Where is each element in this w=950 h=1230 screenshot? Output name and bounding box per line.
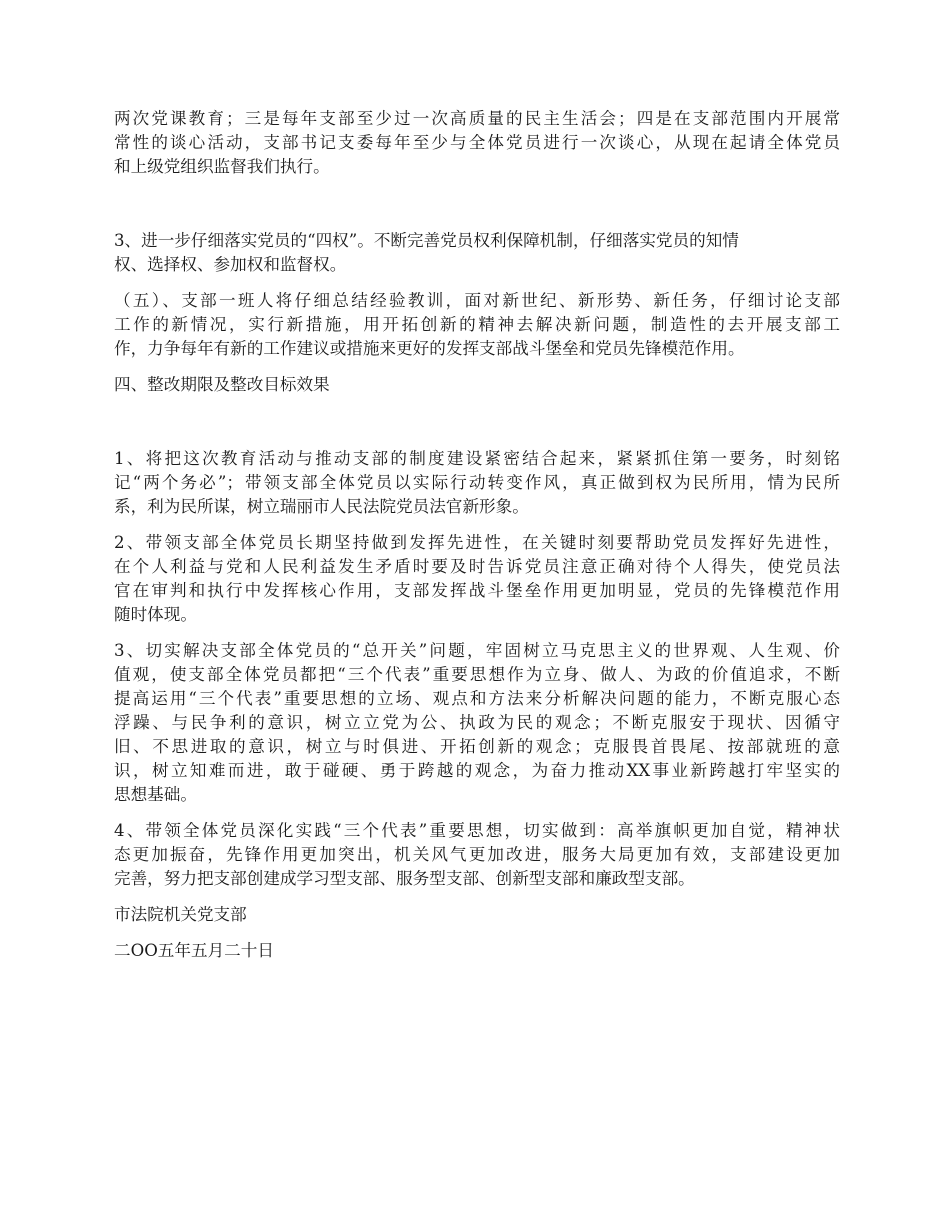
- text-line: 旧、不思进取的意识，树立与时俱进、开拓创新的观念；克服畏首畏尾、按部就班的意: [114, 737, 840, 756]
- text-line: 态更加振奋，先锋作用更加突出，机关风气更加改进，服务大局更加有效，支部建设更加: [114, 845, 840, 864]
- text-line: 两次党课教育；三是每年支部至少过一次高质量的民主生活会；四是在支部范围内开展常: [114, 109, 840, 128]
- paragraph-item-4: [114, 819, 840, 891]
- paragraph-item-2: [114, 531, 840, 627]
- paragraph-party-lessons: [114, 107, 840, 179]
- text-line: 官在审判和执行中发挥核心作用，支部发挥战斗堡垒作用更加明显，党员的先锋模范作用: [114, 581, 840, 600]
- text-line: 记“两个务必”；带领支部全体党员以实际行动转变作风，真正做到权为民所用，情为民所: [114, 473, 840, 492]
- signature-organization: [114, 903, 840, 927]
- text-line: 4、带领全体党员深化实践“三个代表”重要思想，切实做到：高举旗帜更加自觉，精神状: [114, 821, 840, 840]
- text-line: 3、进一步仔细落实党员的“四权”。不断完善党员权利保障机制，仔细落实党员的知情: [114, 231, 739, 250]
- text-line: 1、将把这次教育活动与推动支部的制度建设紧密结合起来，紧紧抓住第一要务，时刻铭: [114, 449, 840, 468]
- document-body: [114, 107, 840, 963]
- text-line: 随时体现。: [114, 605, 197, 624]
- text-line: 思想基础。: [114, 785, 197, 804]
- text-line: 和上级党组织监督我们执行。: [114, 157, 330, 176]
- text-line: 在个人利益与党和人民利益发生矛盾时要及时告诉党员注意正确对待个人得失，使党员法: [114, 557, 840, 576]
- spacer: [114, 519, 840, 531]
- text-line: 工作的新情况，实行新措施，用开拓创新的精神去解决新问题，制造性的去开展支部工: [114, 315, 840, 334]
- signature-date: [114, 939, 840, 963]
- text-line: 提高运用“三个代表”重要思想的立场、观点和方法来分析解决问题的能力，不断克服心态: [114, 689, 840, 708]
- text-line: 3、切实解决支部全体党员的“总开关”问题，牢固树立马克思主义的世界观、人生观、价: [114, 641, 840, 660]
- spacer: [114, 397, 840, 447]
- text-line: 系，利为民所谋，树立瑞丽市人民法院党员法官新形象。: [114, 497, 529, 516]
- text-line: 值观，使支部全体党员都把“三个代表”重要思想作为立身、做人、为政的价值追求，不断: [114, 665, 840, 684]
- paragraph-section-five: [114, 289, 840, 361]
- text-line: 浮躁、与民争利的意识，树立立党为公、执政为民的观念；不断克服安于现状、因循守: [114, 713, 840, 732]
- text-line: 作，力争每年有新的工作建议或措施来更好的发挥支部战斗堡垒和党员先锋模范作用。: [114, 339, 745, 358]
- paragraph-four-rights: [114, 229, 840, 277]
- spacer: [114, 179, 840, 229]
- text-line: 2、带领支部全体党员长期坚持做到发挥先进性，在关键时刻要帮助党员发挥好先进性，: [114, 533, 840, 552]
- text-line: （五）、支部一班人将仔细总结经验教训，面对新世纪、新形势、新任务，仔细讨论支部: [114, 291, 840, 310]
- spacer: [114, 807, 840, 819]
- paragraph-item-3: [114, 639, 840, 807]
- heading-text: 四、整改期限及整改目标效果: [114, 375, 330, 394]
- paragraph-item-1: [114, 447, 840, 519]
- text-line: 完善，努力把支部创建成学习型支部、服务型支部、创新型支部和廉政型支部。: [114, 869, 695, 888]
- spacer: [114, 927, 840, 939]
- spacer: [114, 891, 840, 903]
- text-line: 识，树立知难而进，敢于碰硬、勇于跨越的观念，为奋力推动XX事业新跨越打牢坚实的: [114, 761, 840, 780]
- spacer: [114, 627, 840, 639]
- spacer: [114, 361, 840, 373]
- signature-text: 市法院机关党支部: [114, 905, 247, 924]
- date-text: 二OO五年五月二十日: [114, 941, 274, 960]
- spacer: [114, 277, 840, 289]
- section-heading: [114, 373, 840, 397]
- text-line: 常性的谈心活动，支部书记支委每年至少与全体党员进行一次谈心，从现在起请全体党员: [114, 133, 840, 152]
- text-line: 权、选择权、参加权和监督权。: [114, 255, 347, 274]
